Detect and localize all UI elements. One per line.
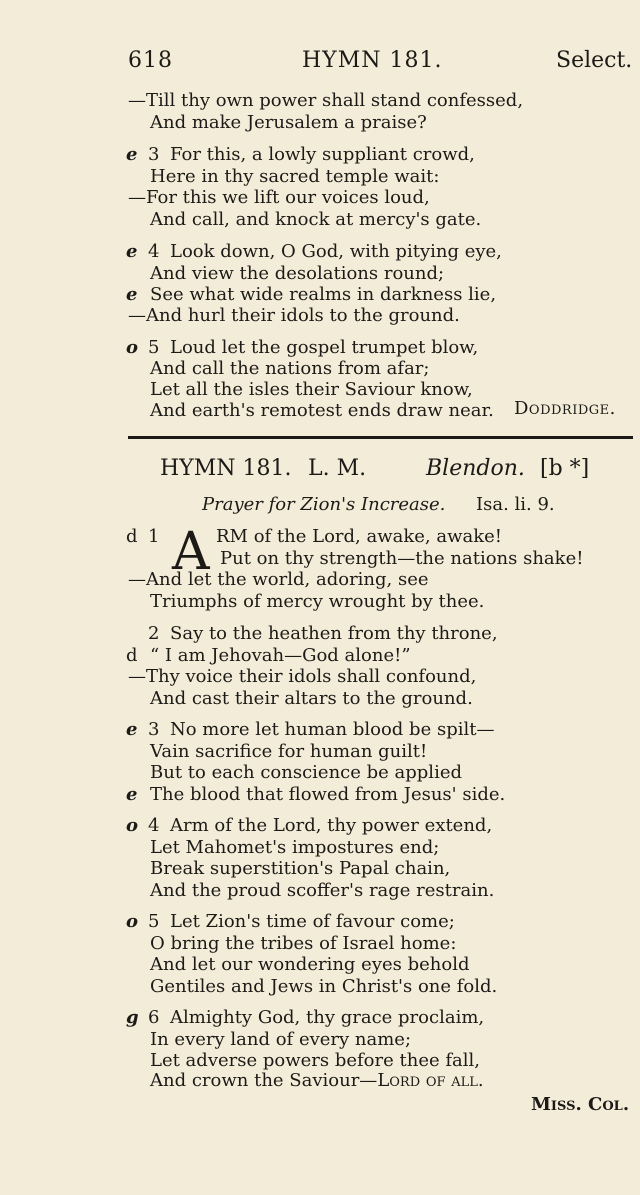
dynamic-mark: e (126, 719, 138, 740)
verse-text: Put on thy strength—the nations shake! (220, 548, 584, 569)
stanza-number: 3 (148, 719, 160, 740)
stanza-line (0, 187, 640, 209)
author-line (0, 398, 640, 420)
stanza-number: 1 (148, 526, 160, 547)
verse-text: RM of the Lord, awake, awake! (216, 526, 503, 547)
hymn-key: [b *] (540, 456, 590, 481)
stanza-line (0, 666, 640, 688)
stanza-line (0, 209, 640, 231)
dynamic-mark: e (126, 241, 138, 262)
stanza-line (0, 911, 640, 933)
stanza-line (0, 815, 640, 837)
verse-text-caps: Lord of all. (377, 1070, 484, 1091)
verse-text: In every land of every name; (150, 1029, 412, 1050)
stanza-line (0, 784, 640, 806)
stanza-line (0, 1050, 640, 1072)
stanza-line (0, 688, 640, 710)
stanza-number: 3 (148, 144, 160, 165)
verse-text: And view the desolations round; (150, 263, 445, 284)
drop-cap: A (172, 522, 210, 582)
stanza-line (0, 741, 640, 763)
stanza-line (0, 954, 640, 976)
stanza-line (0, 166, 640, 188)
stanza-line (0, 719, 640, 741)
stanza-line (0, 526, 640, 548)
verse-text: See what wide realms in darkness lie, (150, 284, 497, 305)
hymn-meter: L. M. (308, 456, 367, 481)
verse-text: Look down, O God, with pitying eye, (170, 241, 502, 262)
stanza-line (0, 112, 640, 134)
verse-text: For this, a lowly suppliant crowd, (170, 144, 475, 165)
verse-text: Say to the heathen from thy throne, (170, 623, 498, 644)
dynamic-mark: g (126, 1007, 139, 1028)
verse-text: And earth's remotest ends draw near. (150, 400, 494, 421)
dynamic-mark: o (126, 911, 139, 932)
stanza-line (0, 591, 640, 613)
verse-text: Let Zion's time of favour come; (170, 911, 455, 932)
stanza-line (0, 90, 640, 112)
stanza-line (0, 880, 640, 902)
verse-text: And let our wondering eyes behold (150, 954, 470, 975)
verse-text: Almighty God, thy grace proclaim, (170, 1007, 485, 1028)
dynamic-mark: d (126, 526, 138, 547)
stanza-line (0, 241, 640, 263)
verse-text: Here in thy sacred temple wait: (150, 166, 440, 187)
stanza-number: 2 (148, 623, 160, 644)
stanza-number: 5 (148, 911, 160, 932)
stanza-number: 5 (148, 337, 160, 358)
verse-text: And the proud scoffer's rage restrain. (150, 880, 495, 901)
hymn-subtitle: Prayer for Zion's Increase. (202, 494, 446, 515)
stanza-line (0, 305, 640, 327)
hymn-author: Miss. Col. (531, 1094, 630, 1115)
verse-text: Vain sacrifice for human guilt! (150, 741, 428, 762)
hymn-subtitle-line (0, 494, 640, 518)
hymn-title: HYMN 181. (160, 456, 292, 481)
verse-text: O bring the tribes of Israel home: (150, 933, 457, 954)
verse-text: Arm of the Lord, thy power extend, (170, 815, 493, 836)
stanza-line (0, 284, 640, 306)
verse-text: Loud let the gospel trumpet blow, (170, 337, 479, 358)
stanza-line (0, 337, 640, 359)
verse-text: “ I am Jehovah—God alone!” (150, 645, 411, 666)
verse-text-start: And crown the Saviour— (150, 1070, 378, 1091)
stanza-line (0, 1007, 640, 1029)
verse-text: —And let the world, adoring, see (128, 569, 429, 590)
section-divider (128, 436, 633, 439)
stanza-number: 4 (148, 815, 160, 836)
stanza-line (0, 976, 640, 998)
verse-text: —For this we lift our voices loud, (128, 187, 430, 208)
verse-text: And call the nations from afar; (150, 358, 430, 379)
verse-text: But to each conscience be applied (150, 762, 462, 783)
dynamic-mark: o (126, 815, 139, 836)
hymn-tune: Blendon. (426, 456, 525, 481)
stanza-line (0, 1070, 640, 1092)
dynamic-mark: d (126, 645, 138, 666)
verse-text: —Till thy own power shall stand confessed, (128, 90, 524, 111)
stanza-line (0, 144, 640, 166)
stanza-line (0, 645, 640, 667)
scripture-reference: Isa. li. 9. (476, 494, 555, 515)
dynamic-mark: e (126, 144, 138, 165)
stanza-number: 4 (148, 241, 160, 262)
verse-text: Gentiles and Jews in Christ's one fold. (150, 976, 498, 997)
stanza-number: 6 (148, 1007, 160, 1028)
stanza-line (0, 623, 640, 645)
stanza-line (0, 858, 640, 880)
verse-text: Let adverse powers before thee fall, (150, 1050, 480, 1071)
dynamic-mark: e (126, 784, 138, 805)
header-title: HYMN 181. (302, 48, 443, 73)
verse-text: And cast their altars to the ground. (150, 688, 473, 709)
stanza-line (0, 358, 640, 380)
stanza-line (0, 837, 640, 859)
stanza-line (0, 933, 640, 955)
hymn-heading (0, 456, 640, 486)
verse-text: And make Jerusalem a praise? (150, 112, 427, 133)
verse-text: No more let human blood be spilt— (170, 719, 495, 740)
header-section: Select. (556, 48, 633, 73)
stanza-line (0, 1029, 640, 1051)
verse-text: Triumphs of mercy wrought by thee. (150, 591, 485, 612)
dynamic-mark: o (126, 337, 139, 358)
verse-text: Let all the isles their Saviour know, (150, 379, 473, 400)
dynamic-mark: e (126, 284, 138, 305)
previous-author: Doddridge. (514, 398, 616, 419)
verse-text: The blood that flowed from Jesus' side. (150, 784, 506, 805)
stanza-line (0, 263, 640, 285)
stanza-line (0, 762, 640, 784)
verse-text: Let Mahomet's impostures end; (150, 837, 440, 858)
running-header (0, 48, 640, 78)
stanza-line (0, 569, 640, 591)
verse-text: And call, and knock at mercy's gate. (150, 209, 482, 230)
verse-text (150, 1070, 484, 1092)
verse-text: —And hurl their idols to the ground. (128, 305, 460, 326)
page-number: 618 (128, 48, 173, 73)
verse-text: Break superstition's Papal chain, (150, 858, 451, 879)
verse-text: —Thy voice their idols shall confound, (128, 666, 477, 687)
stanza-line (0, 548, 640, 570)
